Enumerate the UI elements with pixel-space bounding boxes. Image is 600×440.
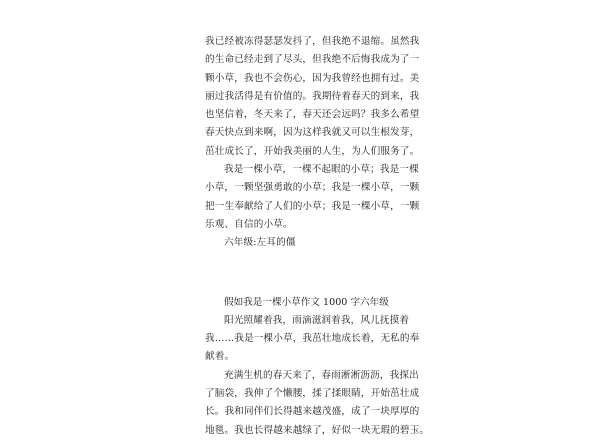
text-line: 春天快点到来啊，因为这样我就又可以生根发芽， <box>205 127 420 139</box>
paragraph <box>205 161 420 234</box>
text-line: 也坚信着，冬天来了，春天还会远吗？我多么希望 <box>205 109 420 121</box>
text-line: 我是一棵小草，一棵不起眼的小草；我是一棵 <box>224 164 419 176</box>
document-page <box>205 33 430 440</box>
text-line: 我已经被冻得瑟瑟发抖了，但我绝不退缩。虽然我 <box>205 36 420 47</box>
text-line: 的生命已经走到了尽头，但我绝不后悔我成为了一 <box>205 54 420 66</box>
essay-title: 假如我是一棵小草作文 1000 字六年级 <box>224 296 389 308</box>
text-line: 了脑袋，我伸了个懒腰，揉了揉眼睛，开始茁壮成 <box>205 388 420 400</box>
text-line: 把一生奉献给了人们的小草；我是一棵小草，一颗 <box>205 200 420 212</box>
text-line: 长。我和同伴们长得越来越茂盛，成了一块厚厚的 <box>205 406 420 418</box>
text-line: 充满生机的春天来了，春雨淅淅沥沥，我探出 <box>224 369 419 381</box>
byline: 六年级:左耳的僵 <box>224 237 296 249</box>
text-line: 献着。 <box>205 351 235 363</box>
text-line: 颗小草，我也不会伤心，因为我曾经也拥有过。美 <box>205 72 420 84</box>
text-line: 小草，一颗坚强勇敢的小草；我是一棵小草，一颗 <box>205 182 420 194</box>
paragraph <box>205 367 430 440</box>
text-line: 乐观、自信的小草。 <box>205 218 293 230</box>
text-line: 阳光照耀着我，雨滴滋润着我，风儿抚摸着 <box>224 314 410 326</box>
text-line: 茁壮成长了，开始我美丽的人生，为人们服务了。 <box>205 145 420 157</box>
section-1 <box>205 33 420 253</box>
text-line: 我……我是一棵小草，我茁壮地成长着，无私的奉 <box>205 333 420 345</box>
paragraph <box>205 33 420 161</box>
section-2 <box>205 294 430 440</box>
text-line: 丽过我活得是有价值的。我期待着春天的到来，我 <box>205 90 420 102</box>
text-line: 地毯。我也长得越来越绿了，好似一块无瑕的碧玉。 <box>205 424 430 436</box>
paragraph <box>205 312 420 367</box>
